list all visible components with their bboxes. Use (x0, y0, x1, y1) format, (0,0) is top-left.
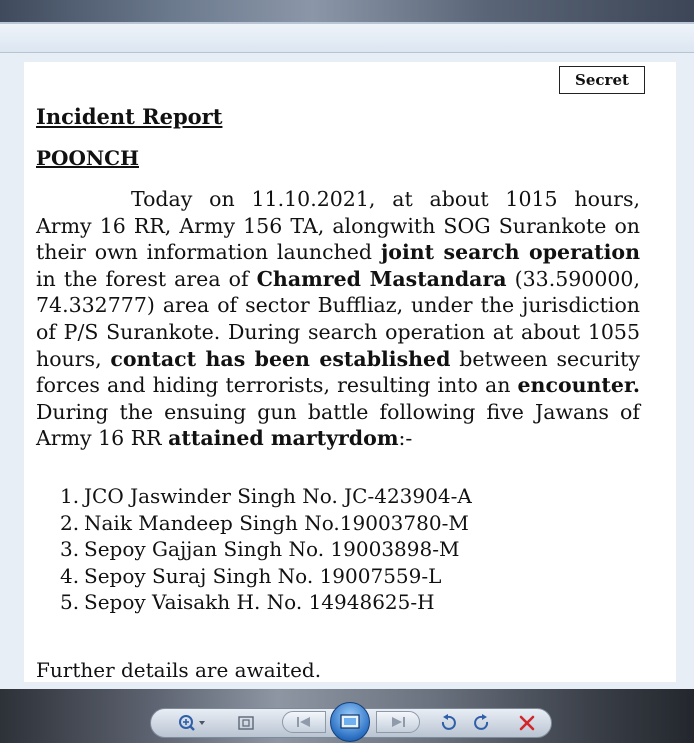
menu-bar (0, 24, 694, 53)
list-item-number: 2. (60, 510, 80, 535)
slideshow-button[interactable] (330, 702, 370, 742)
list-item (60, 510, 472, 537)
martyr-list (60, 483, 472, 616)
emphasized-text: attained martyrdom (168, 426, 399, 451)
delete-icon (518, 714, 536, 732)
rotate-counterclockwise-icon (438, 713, 458, 733)
emphasized-text: joint search operation (380, 240, 640, 265)
actual-size-icon[interactable] (232, 711, 260, 735)
list-item-number: 3. (60, 537, 80, 562)
list-item (60, 589, 472, 616)
list-item-number: 4. (60, 563, 80, 588)
list-item-number: 5. (60, 590, 80, 615)
delete-button[interactable] (513, 711, 541, 735)
list-item-text: JCO Jaswinder Singh No. JC-423904-A (84, 484, 472, 508)
classification-stamp: Secret (559, 66, 645, 94)
list-item-text: Sepoy Gajjan Singh No. 19003898-M (84, 537, 460, 562)
emphasized-text: contact has been established (110, 346, 451, 371)
paragraph-text: in the forest area of (36, 266, 257, 291)
closing-note: Further details are awaited. (36, 658, 322, 682)
slideshow-icon (339, 713, 361, 731)
list-item-text: Sepoy Suraj Singh No. 19007559-L (84, 563, 442, 588)
next-button[interactable] (376, 711, 420, 733)
paragraph-text: Today on 11.10.2021, at about 1015 hours, Army 16 RR, Army 156 TA, alongwith SOG Surankote on their own information launched (36, 187, 640, 265)
paragraph-text: :- (398, 426, 413, 451)
window-title-bar (0, 0, 694, 24)
list-item-text: Sepoy Vaisakh H. No. 14948625-H (84, 590, 435, 615)
rotate-clockwise-icon (472, 713, 492, 733)
list-item (60, 536, 472, 563)
document-page (24, 62, 676, 682)
previous-button[interactable] (282, 711, 326, 733)
paragraph-text: During the ensuing gun battle following five Jawans of Army 16 RR (36, 399, 640, 451)
previous-icon (294, 715, 314, 729)
paragraph-text: between security forces and hiding terrorists, resulting into an (36, 346, 640, 398)
list-item (60, 483, 472, 510)
document-title: Incident Report (36, 104, 223, 129)
emphasized-text: encounter. (517, 373, 640, 398)
list-item (60, 563, 472, 590)
rotate-clockwise-button[interactable] (468, 711, 496, 735)
district-heading: POONCH (36, 146, 139, 170)
list-item-text: Naik Mandeep Singh No.19003780-M (84, 510, 469, 535)
rotate-counterclockwise-button[interactable] (434, 711, 462, 735)
list-item-number: 1. (60, 484, 80, 508)
report-paragraph (36, 186, 640, 452)
emphasized-text: Chamred Mastandara (256, 266, 507, 291)
zoom-icon[interactable] (172, 711, 212, 735)
paragraph-text: (33.590000, 74.332777) area of sector Buffliaz, under the jurisdiction of P/S Surankote. During search operation at about 1055 hours, (36, 266, 640, 371)
next-icon (388, 715, 408, 729)
